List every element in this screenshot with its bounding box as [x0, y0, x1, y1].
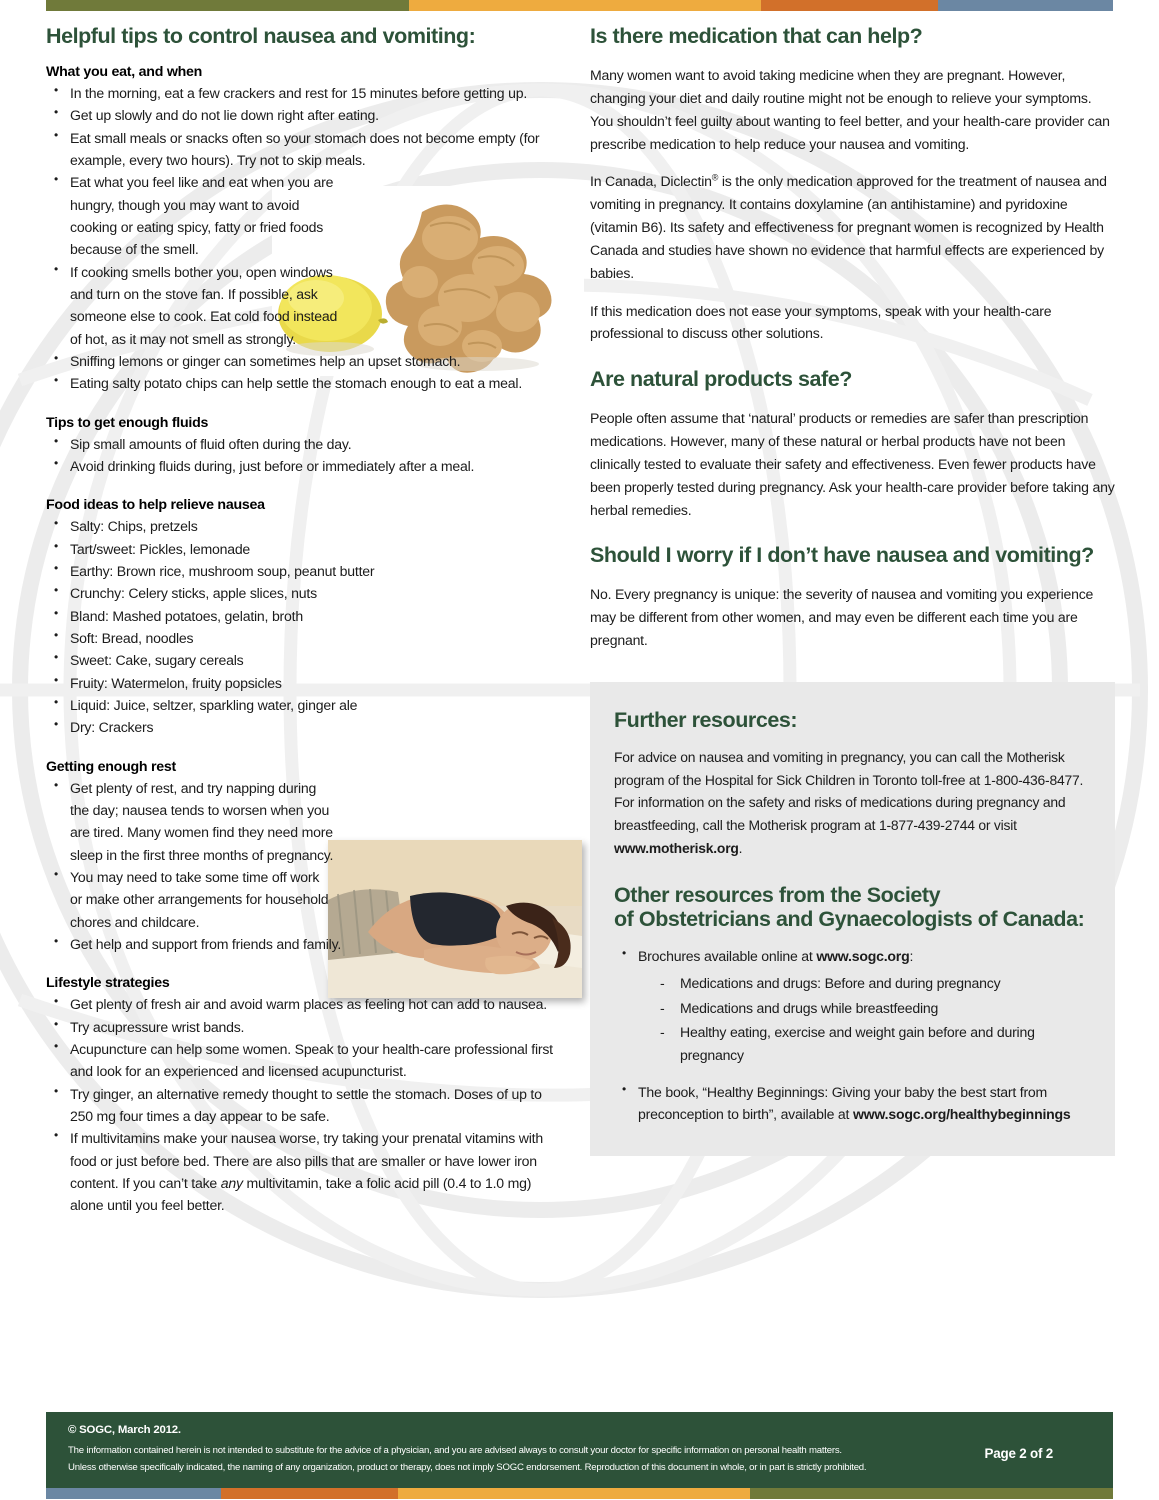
resources-text-b: . — [738, 839, 743, 856]
list-item: • Soft: Bread, noodles — [46, 627, 566, 649]
list-rest — [46, 777, 566, 956]
color-segment-orange — [761, 0, 938, 11]
list-book — [614, 1081, 1089, 1126]
list-item: • In the morning, eat a few crackers and rest for 15 minutes before getting up. — [46, 82, 566, 104]
resources-text-a: For advice on nausea and vomiting in pregnancy, you can call the Motherisk program of the Hospital for Sick Children in Toronto toll-free at 1-800-436-8477. For information on the safety and risks of medications during pregnancy and breastfeeding, call the Motherisk program at 1-877-439-2744 or visit — [614, 749, 1084, 834]
heading-lifestyle: Lifestyle strategies — [46, 975, 170, 992]
list-item-book — [614, 1081, 1089, 1126]
list-item: • Get plenty of rest, and try napping during the day; nausea tends to worsen when you are tired. Many women find they need more sleep in the first three months of pregnancy. — [46, 777, 334, 866]
list-item: • Try ginger, an alternative remedy thought to settle the stomach. Doses of up to 250 mg four times a day appear to be safe. — [46, 1083, 566, 1128]
list-brochures — [614, 945, 1089, 967]
heading-further-resources: Further resources: — [614, 707, 798, 732]
healthybeginnings-link[interactable]: www.sogc.org/healthybeginnings — [852, 1106, 1071, 1123]
list-item: • Avoid drinking fluids during, just before or immediately after a meal. — [46, 455, 566, 477]
list-item: • Sniffing lemons or ginger can sometimes help an upset stomach. — [46, 350, 566, 372]
book-text-a: The book, “Healthy Beginnings: Giving your baby the best start from preconception to birth”, available at — [638, 1084, 1048, 1123]
color-segment-green — [750, 1488, 1113, 1499]
list-food-ideas — [46, 515, 566, 738]
worry-paragraph-1: No. Every pregnancy is unique: the severity of nausea and vomiting you experience may be different from other women, and may even be different each time you are pregnant. — [590, 586, 1094, 649]
list-item: • Get plenty of fresh air and avoid warm places as feeling hot can add to nausea. — [46, 993, 566, 1015]
left-column — [46, 24, 566, 1217]
list-item: • Dry: Crackers — [46, 716, 566, 738]
sogc-link[interactable]: www.sogc.org — [816, 948, 910, 965]
further-resources-box — [590, 682, 1115, 1156]
list-item: • Salty: Chips, pretzels — [46, 515, 566, 537]
list-item: • Crunchy: Celery sticks, apple slices, nuts — [46, 582, 566, 604]
list-item: • Liquid: Juice, seltzer, sparkling water, ginger ale — [46, 694, 566, 716]
page-number: Page 2 of 2 — [984, 1446, 1053, 1461]
color-segment-blue — [938, 0, 1113, 11]
registered-trademark-icon: ® — [711, 172, 719, 183]
list-item: • Fruity: Watermelon, fruity popsicles — [46, 672, 566, 694]
multivitamin-emphasis: any — [220, 1174, 243, 1191]
bottom-color-bar — [46, 1488, 1113, 1499]
list-lifestyle — [46, 993, 566, 1216]
heading-food-ideas: Food ideas to help relieve nausea — [46, 497, 265, 514]
color-segment-blue — [46, 1488, 221, 1499]
list-item: - Medications and drugs while breastfeeding — [654, 997, 1089, 1020]
other-resources-line-1: Other resources from the Society — [614, 883, 941, 908]
diclectin-text-b: is the only medication approved for the treatment of nausea and vomiting in pregnancy. It contains doxylamine (an antihistamine) and pyridoxine (vitamin B6). Its safety and effectiveness for pregnant women is recognized by Health Canada and studies have shown no evidence that harmful effects are experienced by babies. — [590, 173, 1107, 281]
spacer — [614, 1069, 1089, 1081]
list-item: - Healthy eating, exercise and weight gain before and during pregnancy — [654, 1021, 1089, 1067]
brochures-text-a: Brochures available online at — [638, 948, 817, 965]
heading-natural-products: Are natural products safe? — [590, 367, 852, 392]
list-item: • Bland: Mashed potatoes, gelatin, broth — [46, 605, 566, 627]
list-brochure-titles — [654, 972, 1089, 1067]
other-resources-line-2: of Obstetricians and Gynaecologists of Canada: — [614, 907, 1085, 932]
color-segment-green — [46, 0, 409, 11]
multivitamin-text-a: If multivitamins make your nausea worse, try taking your prenatal vitamins with food or just before bed. There are also pills that are smaller or have lower iron content. If you can’t take — [70, 1130, 543, 1191]
list-item: • Eating salty potato chips can help settle the stomach enough to eat a meal. — [46, 372, 566, 394]
list-what-you-eat — [46, 82, 566, 395]
resources-paragraph — [614, 746, 1089, 859]
motherisk-link[interactable]: www.motherisk.org — [614, 839, 739, 856]
heading-medication: Is there medication that can help? — [590, 24, 923, 48]
heading-rest: Getting enough rest — [46, 758, 177, 775]
disclaimer-line-1: The information contained herein is not intended to substitute for the advice of a physician, and you are advised always to consult your doctor for specific information on personal health matters. — [68, 1445, 842, 1456]
list-item: • Get up slowly and do not lie down right after eating. — [46, 104, 566, 126]
list-fluids — [46, 433, 566, 478]
heading-should-i-worry: Should I worry if I don’t have nausea and vomiting? — [590, 543, 1094, 568]
medication-paragraph-2 — [590, 170, 1115, 284]
brochures-text-b: : — [909, 948, 914, 965]
list-item: • Sweet: Cake, sugary cereals — [46, 649, 566, 671]
list-item: • Earthy: Brown rice, mushroom soup, peanut butter — [46, 560, 566, 582]
list-item: • You may need to take some time off work or make other arrangements for household chores and childcare. — [46, 866, 334, 933]
color-segment-orange — [221, 1488, 398, 1499]
disclaimer-line-2: Unless otherwise specifically indicated, the naming of any organization, product or therapy, does not imply SOGC endorsement. Reproduction of this document in whole, or in part is strictly prohibited. — [68, 1461, 867, 1473]
footer — [46, 1412, 1113, 1488]
list-item: • If cooking smells bother you, open windows and turn on the stove fan. If possible, ask someone else to cook. Eat cold food instead of hot, as it may not smell as strongly. — [46, 261, 342, 350]
heading-what-you-eat: What you eat, and when — [46, 64, 203, 81]
list-item: • Sip small amounts of fluid often during the day. — [46, 433, 566, 455]
footer-text-block — [68, 1424, 866, 1476]
list-item-brochures — [614, 945, 1089, 967]
natural-paragraph-1: People often assume that ‘natural’ products or remedies are safer than prescription medications. However, many of these natural or herbal products have not been clinically tested to evaluate their safety and effectiveness. Even fewer products have been properly tested during pregnancy. Ask your health-care provider before taking any herbal remedies. — [590, 410, 1115, 518]
list-item: • Eat small meals or snacks often so your stomach does not become empty (for example, every two hours). Try not to skip meals. — [46, 127, 566, 172]
heading-fluids: Tips to get enough fluids — [46, 414, 209, 431]
multivitamin-text-b: multivitamin, take a folic acid pill (0.4 to 1.0 mg) alone until you feel better. — [70, 1174, 532, 1214]
heading-other-resources — [614, 883, 1089, 931]
top-color-bar — [46, 0, 1113, 11]
copyright-text: © SOGC, March 2012. — [68, 1424, 181, 1436]
medication-paragraph-1: Many women want to avoid taking medicine when they are pregnant. However, changing your diet and daily routine might not be enough to relieve your symptoms. You shouldn’t feel guilty about wanting to feel better, and your health-care provider can prescribe medication to help reduce your nausea and vomiting. — [590, 67, 1110, 152]
list-item: • Get help and support from friends and family. — [46, 933, 566, 955]
medication-paragraph-3: If this medication does not ease your symptoms, speak with your health-care professional to discuss other solutions. — [590, 302, 1052, 342]
list-item: • Acupuncture can help some women. Speak to your health-care professional first and look for an experienced and licensed acupuncturist. — [46, 1038, 566, 1083]
list-item: • Try acupressure wrist bands. — [46, 1016, 566, 1038]
diclectin-text-a: In Canada, Diclectin — [590, 173, 712, 190]
list-item: - Medications and drugs: Before and during pregnancy — [654, 972, 1089, 995]
list-item-multivitamin — [46, 1127, 566, 1216]
color-segment-yellow — [409, 0, 761, 11]
right-column — [590, 24, 1115, 1156]
list-item: • Eat what you feel like and eat when you are hungry, though you may want to avoid cooking or eating spicy, fatty or fried foods because of the smell. — [46, 171, 342, 260]
list-item: • Tart/sweet: Pickles, lemonade — [46, 538, 566, 560]
page-title: Helpful tips to control nausea and vomiting: — [46, 24, 476, 48]
color-segment-yellow — [398, 1488, 750, 1499]
